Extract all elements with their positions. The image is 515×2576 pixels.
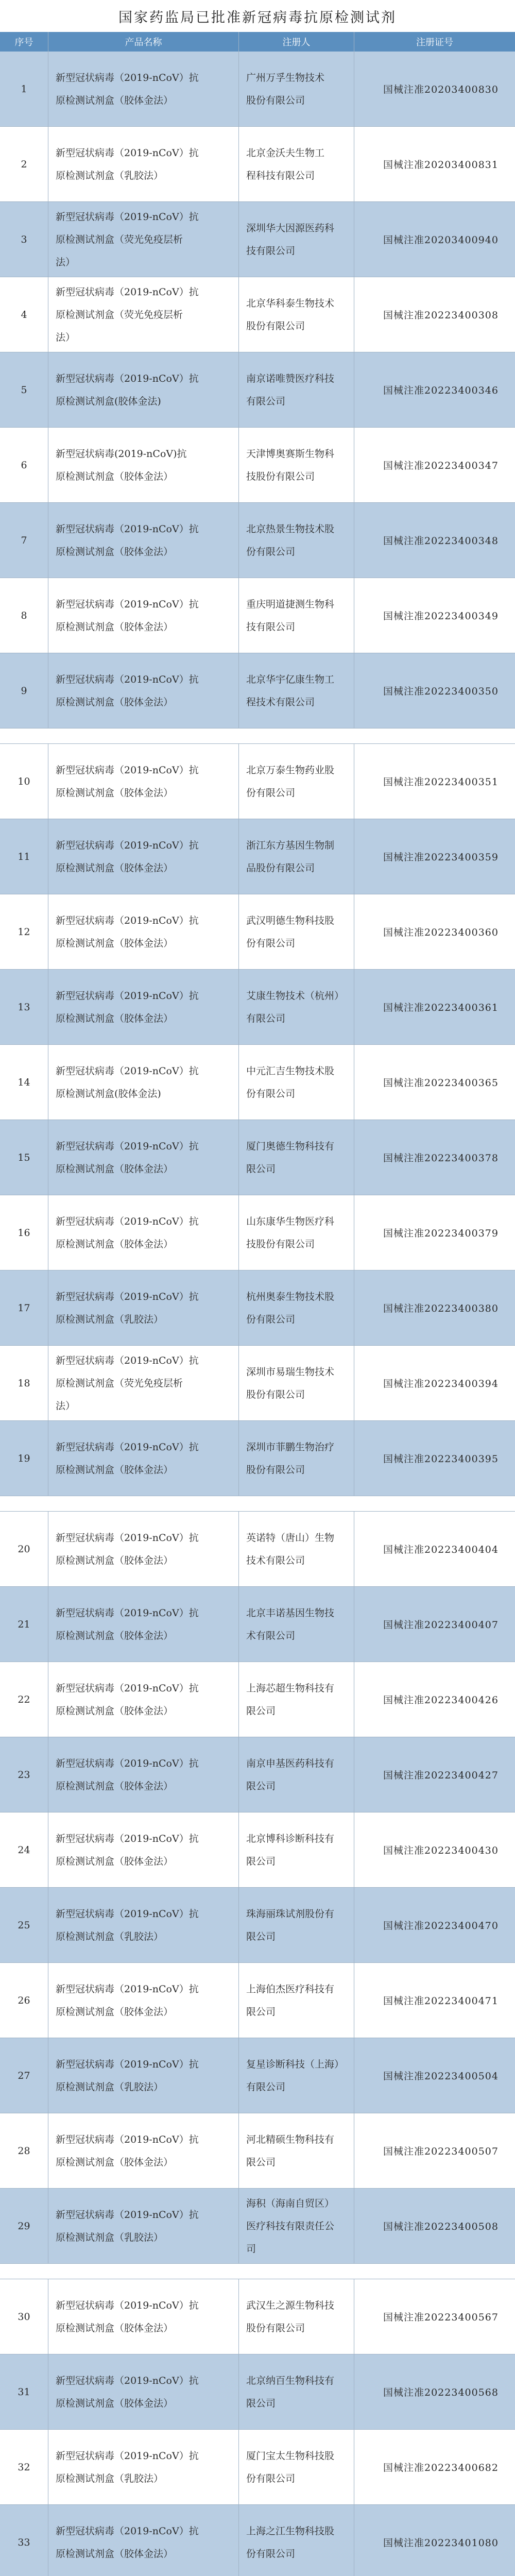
table-row xyxy=(0,1963,515,2038)
product-name: 新型冠状病毒（2019-nCoV）抗 原检测试剂盒（胶体金法） xyxy=(48,578,239,653)
registration-number: 国械注准20223400348 xyxy=(383,535,499,547)
product-name: 新型冠状病毒（2019-nCoV）抗 原检测试剂盒（胶体金法） xyxy=(48,1963,239,2038)
registrant: 北京博科诊断科技有 限公司 xyxy=(239,1812,354,1887)
row-number: 20 xyxy=(0,1512,48,1586)
registrant: 北京万泰生物药业股 份有限公司 xyxy=(239,744,354,819)
row-number: 10 xyxy=(0,744,48,819)
registrant: 河北精硕生物科技有 限公司 xyxy=(239,2113,354,2188)
product-name: 新型冠状病毒（2019-nCoV）抗 原检测试剂盒（乳胶法） xyxy=(48,2430,239,2504)
product-name: 新型冠状病毒（2019-nCoV）抗 原检测试剂盒（荧光免疫层析 法） xyxy=(48,277,239,352)
table-row xyxy=(0,52,515,127)
table-row xyxy=(0,1346,515,1421)
table-row xyxy=(0,819,515,894)
registration-number: 国械注准20223400430 xyxy=(383,1845,499,1856)
table-row xyxy=(0,1662,515,1737)
registrant: 天津博奥赛斯生物科 技股份有限公司 xyxy=(239,428,354,502)
registrant: 艾康生物技术（杭州） 有限公司 xyxy=(239,970,354,1044)
product-name: 新型冠状病毒（2019-nCoV）抗 原检测试剂盒（乳胶法） xyxy=(48,2189,239,2263)
row-number: 12 xyxy=(0,894,48,969)
registrant: 海积（海南自贸区） 医疗科技有限责任公 司 xyxy=(239,2189,354,2263)
registration-number: 国械注准20223400379 xyxy=(383,1228,499,1239)
product-name: 新型冠状病毒（2019-nCoV）抗 原检测试剂盒（胶体金法） xyxy=(48,2505,239,2576)
registration-number: 国械注准20223400350 xyxy=(383,686,499,697)
row-number: 26 xyxy=(0,1963,48,2038)
table-row xyxy=(0,503,515,578)
table-row xyxy=(0,2354,515,2430)
registration-number: 国械注准20223400567 xyxy=(383,2312,499,2323)
product-name: 新型冠状病毒（2019-nCoV）抗 原检测试剂盒(胶体金法) xyxy=(48,352,239,427)
table-row xyxy=(0,1512,515,1587)
registration-number: 国械注准20223400395 xyxy=(383,1453,499,1465)
table-row xyxy=(0,352,515,428)
registration-number: 国械注准20223400349 xyxy=(383,611,499,622)
registrant: 深圳华大因源医药科 技有限公司 xyxy=(239,202,354,277)
registration-number: 国械注准20223400360 xyxy=(383,927,499,938)
table-row xyxy=(0,2189,515,2264)
product-name: 新型冠状病毒（2019-nCoV）抗 原检测试剂盒（乳胶法） xyxy=(48,1888,239,1962)
table-row xyxy=(0,970,515,1045)
registration-number: 国械注准20203400940 xyxy=(383,234,499,246)
registration-number: 国械注准20223400359 xyxy=(383,852,499,863)
registrant: 英诺特（唐山）生物 技术有限公司 xyxy=(239,1512,354,1586)
registrant: 深圳市菲鹏生物治疗 股份有限公司 xyxy=(239,1421,354,1496)
product-name: 新型冠状病毒（2019-nCoV）抗 原检测试剂盒（胶体金法） xyxy=(48,1421,239,1496)
row-number: 27 xyxy=(0,2038,48,2113)
registration-number: 国械注准20223400346 xyxy=(383,385,499,396)
row-number: 30 xyxy=(0,2279,48,2354)
table-row xyxy=(0,1045,515,1120)
row-number: 25 xyxy=(0,1888,48,1962)
row-number: 33 xyxy=(0,2505,48,2576)
table-row xyxy=(0,1120,515,1195)
product-name: 新型冠状病毒（2019-nCoV）抗 原检测试剂盒（胶体金法） xyxy=(48,2113,239,2188)
registrant: 北京丰诺基因生物技 术有限公司 xyxy=(239,1587,354,1662)
registrant: 南京诺唯赞医疗科技 有限公司 xyxy=(239,352,354,427)
table-row xyxy=(0,2113,515,2189)
product-name: 新型冠状病毒(2019-nCoV)抗 原检测试剂盒（胶体金法） xyxy=(48,428,239,502)
row-number: 24 xyxy=(0,1812,48,1887)
page-title: 国家药监局已批准新冠病毒抗原检测试剂 xyxy=(118,9,397,26)
row-number: 16 xyxy=(0,1195,48,1270)
table-row xyxy=(0,894,515,970)
section-gap xyxy=(0,1496,515,1512)
table-row xyxy=(0,653,515,728)
table-row xyxy=(0,1812,515,1888)
registration-number: 国械注准20203400830 xyxy=(383,84,499,95)
product-name: 新型冠状病毒（2019-nCoV）抗 原检测试剂盒（胶体金法） xyxy=(48,1662,239,1737)
header-product: 产品名称 xyxy=(48,32,239,52)
registrant: 北京华宇亿康生物工 程技术有限公司 xyxy=(239,653,354,728)
product-name: 新型冠状病毒（2019-nCoV）抗 原检测试剂盒（乳胶法） xyxy=(48,127,239,201)
product-name: 新型冠状病毒（2019-nCoV）抗 原检测试剂盒（胶体金法） xyxy=(48,1195,239,1270)
row-number: 9 xyxy=(0,653,48,728)
product-name: 新型冠状病毒（2019-nCoV）抗 原检测试剂盒(胶体金法) xyxy=(48,1045,239,1120)
table-row xyxy=(0,1737,515,1812)
product-name: 新型冠状病毒（2019-nCoV）抗 原检测试剂盒（胶体金法） xyxy=(48,894,239,969)
registrant: 浙江东方基因生物制 品股份有限公司 xyxy=(239,819,354,894)
product-name: 新型冠状病毒（2019-nCoV）抗 原检测试剂盒（荧光免疫层析 法） xyxy=(48,1346,239,1420)
registrant: 厦门奥德生物科技有 限公司 xyxy=(239,1120,354,1195)
registrant: 上海芯超生物科技有 限公司 xyxy=(239,1662,354,1737)
table-row xyxy=(0,127,515,202)
registrant: 北京金沃夫生物工 程科技有限公司 xyxy=(239,127,354,201)
registrant: 珠海丽珠试剂股份有 限公司 xyxy=(239,1888,354,1962)
row-number: 13 xyxy=(0,970,48,1044)
product-name: 新型冠状病毒（2019-nCoV）抗 原检测试剂盒（胶体金法） xyxy=(48,1120,239,1195)
row-number: 32 xyxy=(0,2430,48,2504)
product-name: 新型冠状病毒（2019-nCoV）抗 原检测试剂盒（胶体金法） xyxy=(48,744,239,819)
table-row xyxy=(0,1195,515,1270)
product-name: 新型冠状病毒（2019-nCoV）抗 原检测试剂盒（胶体金法） xyxy=(48,1737,239,1812)
row-number: 22 xyxy=(0,1662,48,1737)
registration-number: 国械注准20203400831 xyxy=(383,159,499,171)
product-name: 新型冠状病毒（2019-nCoV）抗 原检测试剂盒（胶体金法） xyxy=(48,970,239,1044)
registration-number: 国械注准20223400394 xyxy=(383,1378,499,1389)
table-row xyxy=(0,202,515,277)
table-row xyxy=(0,578,515,653)
product-name: 新型冠状病毒（2019-nCoV）抗 原检测试剂盒（胶体金法） xyxy=(48,2279,239,2354)
registrant: 上海之江生物科技股 份有限公司 xyxy=(239,2505,354,2576)
registration-number: 国械注准20223400404 xyxy=(383,1544,499,1555)
registration-number: 国械注准20223400508 xyxy=(383,2221,499,2232)
registrant: 复星诊断科技（上海） 有限公司 xyxy=(239,2038,354,2113)
product-name: 新型冠状病毒（2019-nCoV）抗 原检测试剂盒（胶体金法） xyxy=(48,52,239,126)
product-name: 新型冠状病毒（2019-nCoV）抗 原检测试剂盒（胶体金法） xyxy=(48,1587,239,1662)
table-header xyxy=(0,32,515,52)
product-name: 新型冠状病毒（2019-nCoV）抗 原检测试剂盒（乳胶法） xyxy=(48,1270,239,1345)
product-name: 新型冠状病毒（2019-nCoV）抗 原检测试剂盒（胶体金法） xyxy=(48,1812,239,1887)
row-number: 31 xyxy=(0,2354,48,2429)
registrant: 广州万孚生物技术 股份有限公司 xyxy=(239,52,354,126)
registrant: 武汉生之源生物科技 股份有限公司 xyxy=(239,2279,354,2354)
row-number: 28 xyxy=(0,2113,48,2188)
row-number: 19 xyxy=(0,1421,48,1496)
registration-number: 国械注准20223400427 xyxy=(383,1770,499,1781)
section-gap xyxy=(0,728,515,744)
product-name: 新型冠状病毒（2019-nCoV）抗 原检测试剂盒（胶体金法） xyxy=(48,2354,239,2429)
registrant: 深圳市易瑞生物技术 股份有限公司 xyxy=(239,1346,354,1420)
registrant: 北京纳百生物科技有 限公司 xyxy=(239,2354,354,2429)
table-row xyxy=(0,2279,515,2354)
table-row xyxy=(0,2505,515,2576)
row-number: 21 xyxy=(0,1587,48,1662)
table-row xyxy=(0,1421,515,1496)
registrant: 南京申基医药科技有 限公司 xyxy=(239,1737,354,1812)
product-name: 新型冠状病毒（2019-nCoV）抗 原检测试剂盒（胶体金法） xyxy=(48,503,239,578)
registration-number: 国械注准20223400361 xyxy=(383,1002,499,1013)
registration-number: 国械注准20223400507 xyxy=(383,2146,499,2157)
product-name: 新型冠状病毒（2019-nCoV）抗 原检测试剂盒（乳胶法） xyxy=(48,2038,239,2113)
registrant: 武汉明德生物科技股 份有限公司 xyxy=(239,894,354,969)
product-name: 新型冠状病毒（2019-nCoV）抗 原检测试剂盒（胶体金法） xyxy=(48,819,239,894)
registration-number: 国械注准20223400470 xyxy=(383,1920,499,1931)
row-number: 7 xyxy=(0,503,48,578)
row-number: 15 xyxy=(0,1120,48,1195)
table-row xyxy=(0,744,515,819)
registration-number: 国械注准20223400504 xyxy=(383,2071,499,2082)
registration-number: 国械注准20223400682 xyxy=(383,2462,499,2473)
registrant: 北京热景生物技术股 份有限公司 xyxy=(239,503,354,578)
registration-number: 国械注准20223400378 xyxy=(383,1153,499,1164)
registration-number: 国械注准20223400471 xyxy=(383,1995,499,2007)
header-no: 序号 xyxy=(0,32,48,52)
registration-number: 国械注准20223400351 xyxy=(383,776,499,788)
registration-number: 国械注准20223400426 xyxy=(383,1694,499,1706)
registration-number: 国械注准20223401080 xyxy=(383,2537,499,2549)
registration-number: 国械注准20223400380 xyxy=(383,1303,499,1314)
registrant: 厦门宝太生物科技股 份有限公司 xyxy=(239,2430,354,2504)
row-number: 17 xyxy=(0,1270,48,1345)
registration-number: 国械注准20223400308 xyxy=(383,310,499,321)
header-reg: 注册证号 xyxy=(416,37,453,48)
row-number: 11 xyxy=(0,819,48,894)
registrant: 杭州奥泰生物技术股 份有限公司 xyxy=(239,1270,354,1345)
table-row xyxy=(0,2430,515,2505)
registration-number: 国械注准20223400347 xyxy=(383,460,499,471)
product-name: 新型冠状病毒（2019-nCoV）抗 原检测试剂盒（荧光免疫层析 法） xyxy=(48,202,239,277)
header-holder: 注册人 xyxy=(239,32,354,52)
row-number: 29 xyxy=(0,2189,48,2263)
registrant: 北京华科泰生物技术 股份有限公司 xyxy=(239,277,354,352)
table-row xyxy=(0,1270,515,1346)
product-name: 新型冠状病毒（2019-nCoV）抗 原检测试剂盒（胶体金法） xyxy=(48,1512,239,1586)
product-name: 新型冠状病毒（2019-nCoV）抗 原检测试剂盒（胶体金法） xyxy=(48,653,239,728)
table-row xyxy=(0,1587,515,1662)
row-number: 2 xyxy=(0,127,48,201)
table-row xyxy=(0,2038,515,2113)
registrant: 山东康华生物医疗科 技股份有限公司 xyxy=(239,1195,354,1270)
row-number: 4 xyxy=(0,277,48,352)
row-number: 5 xyxy=(0,352,48,427)
registrant: 上海伯杰医疗科技有 限公司 xyxy=(239,1963,354,2038)
row-number: 23 xyxy=(0,1737,48,1812)
row-number: 3 xyxy=(0,202,48,277)
row-number: 14 xyxy=(0,1045,48,1120)
table-row xyxy=(0,428,515,503)
table-row xyxy=(0,1888,515,1963)
registrant: 中元汇吉生物技术股 份有限公司 xyxy=(239,1045,354,1120)
row-number: 8 xyxy=(0,578,48,653)
table-row xyxy=(0,277,515,352)
registration-number: 国械注准20223400568 xyxy=(383,2387,499,2398)
row-number: 1 xyxy=(0,52,48,126)
section-gap xyxy=(0,2264,515,2279)
row-number: 6 xyxy=(0,428,48,502)
row-number: 18 xyxy=(0,1346,48,1420)
registrant: 重庆明道捷测生物科 技有限公司 xyxy=(239,578,354,653)
registration-number: 国械注准20223400407 xyxy=(383,1619,499,1631)
registration-number: 国械注准20223400365 xyxy=(383,1077,499,1089)
